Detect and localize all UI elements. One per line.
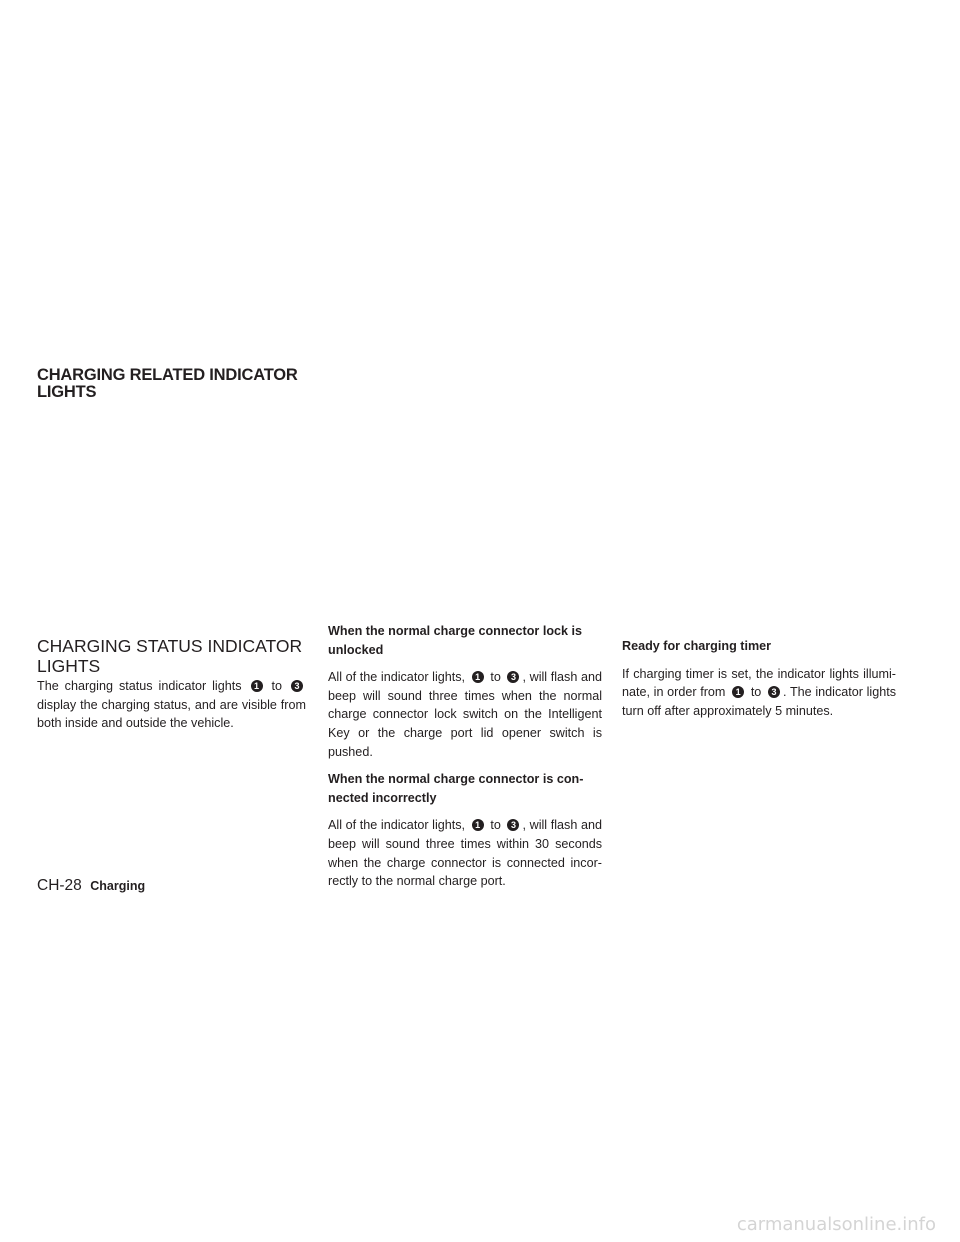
- timer-paragraph: [622, 665, 896, 721]
- incorrect-heading: When the normal charge connector is con- nected incorrectly: [328, 772, 584, 805]
- unlocked-text-c: , will flash and beep will sound three times when the normal charge connector lock switch on the Intelligent Key or the charge port lid opener switch is pushed.: [328, 670, 602, 759]
- column-3: [622, 637, 896, 729]
- section-heading-line1: CHARGING RELATED INDICATOR: [37, 366, 298, 384]
- status-text-c: display the charging status, and are visible from both inside and outside the vehicle.: [37, 697, 306, 731]
- watermark: carmanualsonline.info: [736, 1214, 936, 1235]
- page-footer: [37, 877, 145, 895]
- circled-3-icon: 3: [768, 686, 780, 698]
- subsection-heading-line2: LIGHTS: [37, 656, 101, 676]
- status-text-b: to: [271, 679, 283, 693]
- circled-1-icon: 1: [732, 686, 744, 698]
- timer-text-c: . The indicator lights turn off after approximately 5 minutes.: [622, 685, 897, 718]
- timer-heading: Ready for charging timer: [622, 639, 772, 653]
- incorrect-text-c: , will flash and beep will sound three times within 30 seconds when the charge connector is connected incor- rectly to the normal charge port.: [328, 818, 602, 889]
- circled-1-icon: 1: [472, 671, 484, 683]
- section-heading-line2: LIGHTS: [37, 383, 97, 401]
- incorrect-text-b: to: [490, 818, 501, 833]
- page-number: CH-28: [37, 877, 82, 894]
- subsection-heading-line1: CHARGING STATUS INDICATOR: [37, 636, 303, 656]
- unlocked-heading: When the normal charge connector lock is unlocked: [328, 624, 583, 657]
- incorrect-text-a: All of the indicator lights,: [328, 818, 466, 833]
- column-2: [328, 622, 602, 900]
- section-heading: [37, 367, 327, 401]
- circled-3-icon: 3: [291, 680, 303, 692]
- status-text-a: The charging status indicator lights: [37, 679, 242, 693]
- unlocked-paragraph: [328, 668, 602, 761]
- column-1: [37, 677, 306, 742]
- circled-3-icon: 3: [507, 671, 519, 683]
- timer-text-a: If charging timer is set, the indicator lights illumi- nate, in order from: [622, 666, 896, 700]
- circled-1-icon: 1: [251, 680, 263, 692]
- chapter-label: Charging: [90, 879, 146, 893]
- subsection-heading: [37, 636, 307, 676]
- timer-text-b: to: [750, 685, 762, 700]
- unlocked-text-a: All of the indicator lights,: [328, 670, 466, 685]
- incorrect-paragraph: [328, 816, 602, 890]
- unlocked-text-b: to: [490, 670, 501, 685]
- circled-1-icon: 1: [472, 819, 484, 831]
- circled-3-icon: 3: [507, 819, 519, 831]
- status-paragraph: [37, 677, 306, 733]
